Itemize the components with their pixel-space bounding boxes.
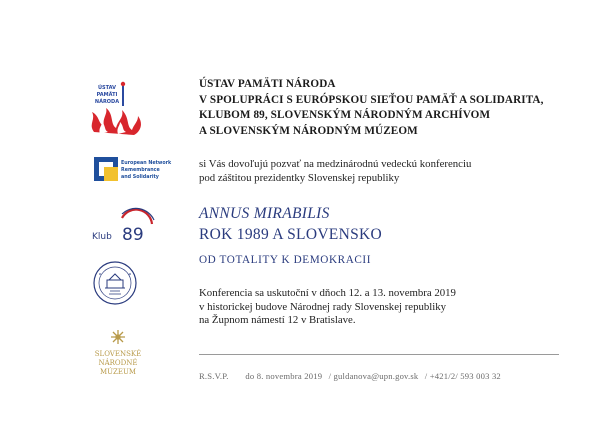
conference-date-line: Konferencia sa uskutoční v dňoch 12. a 13. novembra 2019 [199,287,456,299]
archive-seal-icon [92,260,138,306]
enrs-line-3: and Solidarity [121,175,159,180]
upn-logo-line-1: ÚSTAV [97,85,117,91]
upn-logo-line-3: NÁRODA [94,99,120,105]
rsvp-line [199,371,501,381]
conference-address-line: na Župnom námestí 12 v Bratislave. [199,314,356,326]
klub89-logo [92,208,156,250]
upn-logo-line-2: PAMÄTI [96,92,118,98]
klub89-arc-icon [92,208,156,250]
rsvp-separator: / [328,371,332,381]
conference-subtitle: OD TOTALITY K DEMOKRACII [199,254,372,266]
rsvp-phone[interactable]: +421/2/ 593 003 32 [429,371,501,381]
enrs-line-1: European Network [121,161,172,166]
conference-details [199,287,456,328]
invitation-block [199,158,471,185]
enrs-logo [94,157,172,183]
snm-line-1: SLOVENSKÉ [94,350,142,358]
organizer-line: V SPOLUPRÁCI S EURÓPSKOU SIEŤOU PAMÄŤ A SOLIDARITA, [199,93,544,106]
upn-logo [86,80,144,138]
rsvp-email[interactable]: guldanova@upn.gov.sk [333,371,419,381]
invitation-line: pod záštitou prezidentky Slovenskej republiky [199,171,400,184]
snm-line-3: MÚZEUM [99,368,137,376]
snm-star-icon [88,328,148,380]
klub-word: Klub [92,232,112,242]
rsvp-deadline: do 8. novembra 2019 [245,371,323,381]
organizer-line: A SLOVENSKÝM NÁRODNÝM MÚZEOM [199,124,418,137]
organizer-line: ÚSTAV PAMÄTI NÁRODA [199,78,336,90]
upn-flame-icon [86,80,144,138]
klub-number: 89 [122,225,144,245]
snm-logo [88,328,148,380]
organizer-line: KLUBOM 89, SLOVENSKÝM NÁRODNÝM ARCHÍVOM [199,109,491,121]
rsvp-separator: / [424,371,428,381]
conference-venue-line: v historickej budove Národnej rady Slovenskej republiky [199,300,447,313]
enrs-line-2: Remembrance [121,168,160,173]
divider [199,354,559,355]
rsvp-label: R.S.V.P. [199,371,229,381]
archive-seal [92,260,138,306]
conference-title: ANNUS MIRABILIS [199,205,330,222]
snm-line-2: NÁRODNÉ [98,359,138,367]
invitation-line: si Vás dovoľujú pozvať na medzinárodnú vedeckú konferenciu [199,158,472,170]
organizers-block [199,77,544,139]
enrs-square-icon [94,157,172,183]
conference-title-line-2: ROK 1989 A SLOVENSKO [199,226,382,243]
